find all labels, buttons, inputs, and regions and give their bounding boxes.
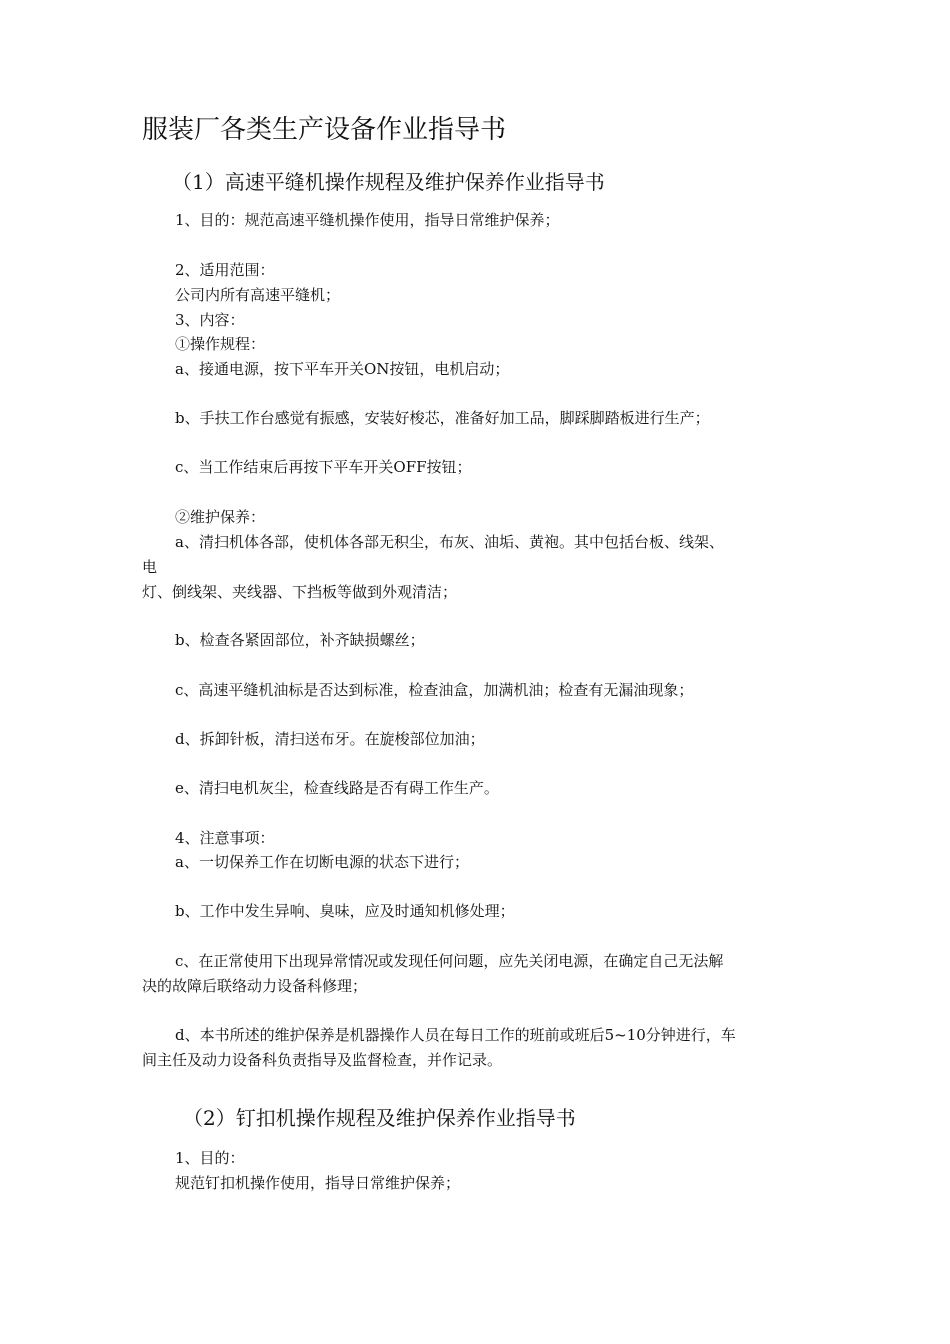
section-1-heading: （1）高速平缝机操作规程及维护保养作业指导书 <box>172 170 605 194</box>
s1-mt-b: b、检查各紧固部位，补齐缺损螺丝； <box>175 631 425 649</box>
s1-mt-d: d、拆卸针板，清扫送布牙。在旋梭部位加油； <box>175 730 485 748</box>
s1-content-label: 3、内容： <box>175 311 245 329</box>
s1-operation-label: ①操作规程： <box>175 335 266 353</box>
s1-note-a: a、一切保养工作在切断电源的状态下进行； <box>175 853 469 871</box>
s1-mt-a-line3: 灯、倒线架、夹线器、下挡板等做到外观清洁； <box>142 583 458 601</box>
s1-note-d-line2: 间主任及动力设备科负责指导及监督检查，并作记录。 <box>142 1051 503 1069</box>
s1-scope-text: 公司内所有高速平缝机； <box>175 286 341 304</box>
s2-purpose-text: 规范钉扣机操作使用，指导日常维护保养； <box>175 1174 461 1192</box>
s1-mt-e: e、清扫电机灰尘，检查线路是否有碍工作生产。 <box>175 779 499 797</box>
s2-purpose-label: 1、目的： <box>175 1149 245 1167</box>
s1-op-c: c、当工作结束后再按下平车开关OFF按钮； <box>175 458 472 476</box>
s1-mt-a-line2: 电 <box>142 558 158 576</box>
document-title: 服装厂各类生产设备作业指导书 <box>142 115 507 145</box>
s1-op-b: b、手扶工作台感觉有振感，安装好梭芯，准备好加工品，脚踩脚踏板进行生产； <box>175 409 710 427</box>
s1-note-c-line2: 决的故障后联络动力设备科修理； <box>142 977 368 995</box>
s1-notes-label: 4、注意事项： <box>175 829 275 847</box>
section-2-heading: （2）钉扣机操作规程及维护保养作业指导书 <box>183 1106 576 1130</box>
s1-purpose: 1、目的：规范高速平缝机操作使用，指导日常维护保养； <box>175 211 560 229</box>
s1-op-a: a、接通电源，按下平车开关ON按钮，电机启动； <box>175 360 510 378</box>
s1-maintenance-label: ②维护保养： <box>175 508 266 526</box>
s1-note-c-line1: c、在正常使用下出现异常情况或发现任何问题，应先关闭电源，在确定自己无法解 <box>175 952 724 970</box>
s1-scope-label: 2、适用范围： <box>175 261 275 279</box>
s1-mt-a-line1: a、清扫机体各部，使机体各部无积尘，布灰、油垢、黄袍。其中包括台板、线架、 <box>175 533 724 551</box>
s1-mt-c: c、高速平缝机油标是否达到标准，检查油盒，加满机油；检查有无漏油现象； <box>175 681 694 699</box>
s1-note-b: b、工作中发生异响、臭味，应及时通知机修处理； <box>175 902 515 920</box>
s1-note-d-line1: d、本书所述的维护保养是机器操作人员在每日工作的班前或班后5~10分钟进行，车 <box>175 1026 736 1044</box>
